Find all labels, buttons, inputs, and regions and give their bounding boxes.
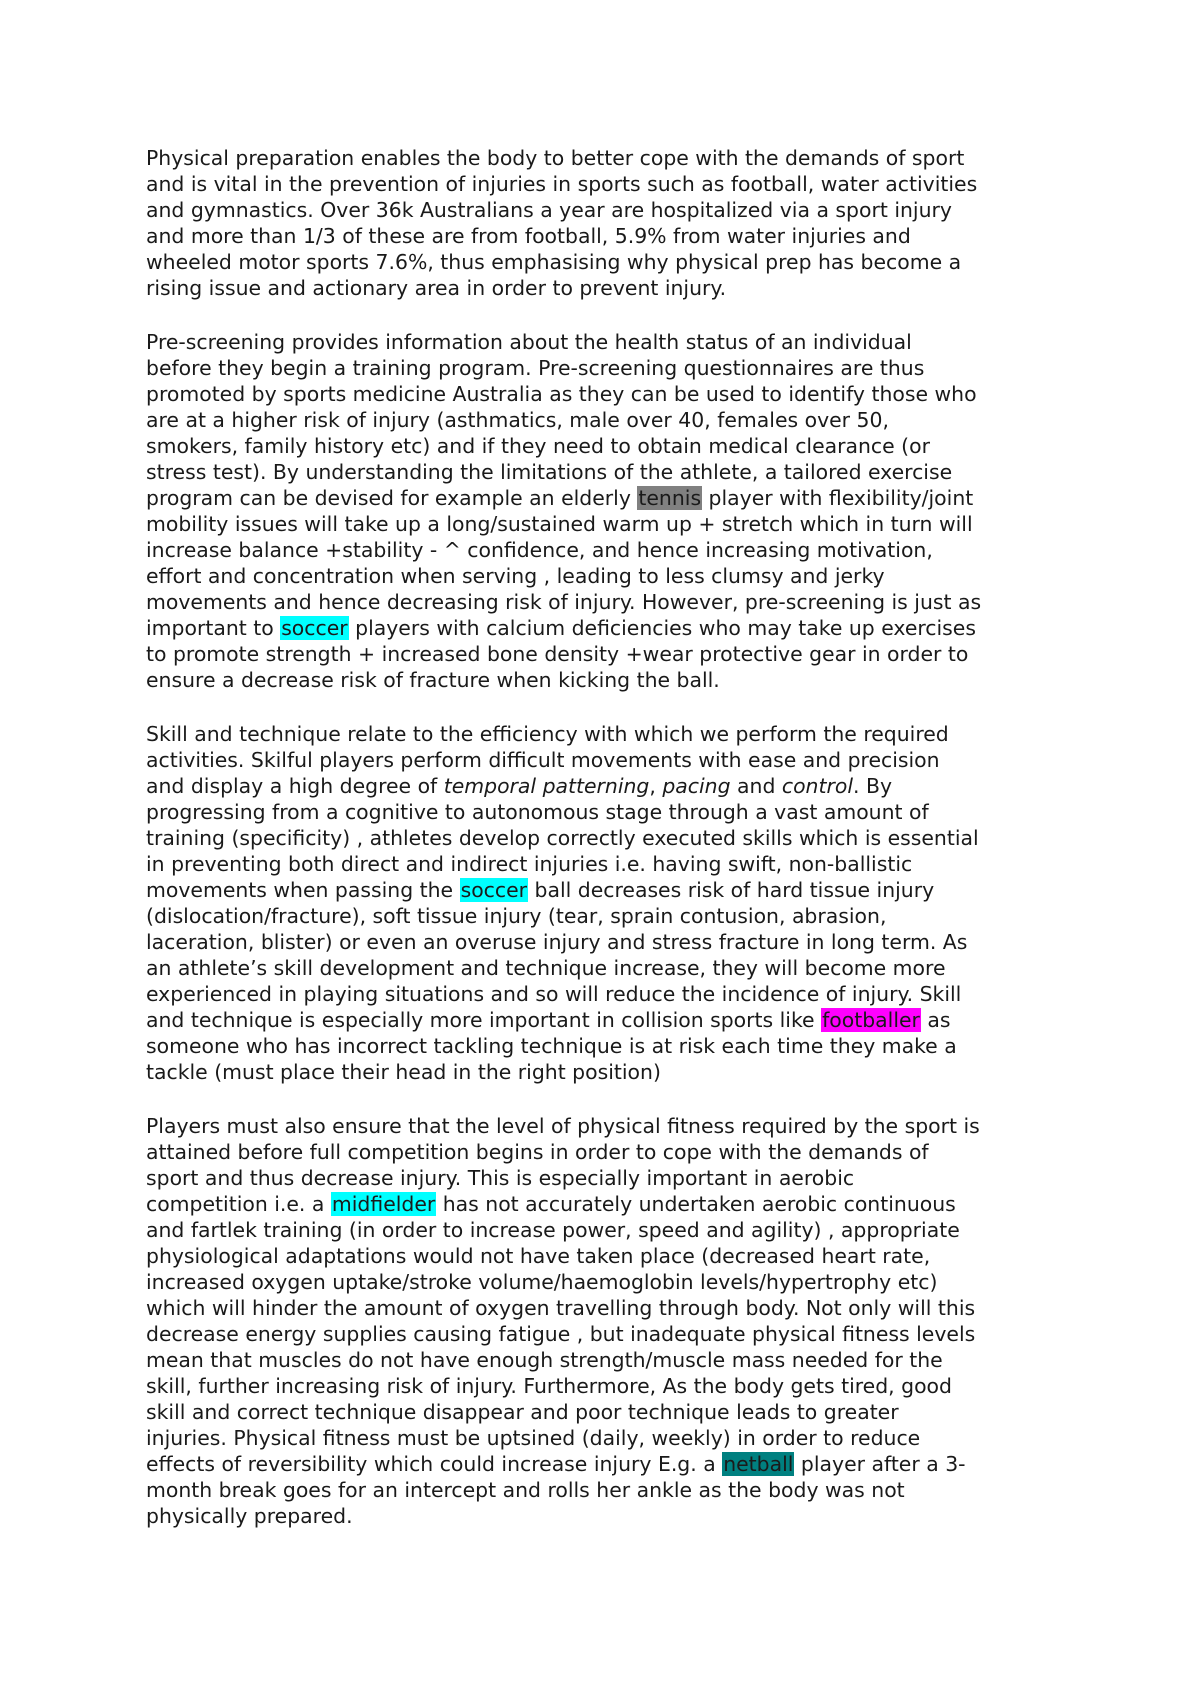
document-body [146,145,1076,1557]
highlighted-term: tennis [638,486,702,510]
text-line: increase balance +stability - ^ confidence, and hence increasing motivation, [146,538,933,562]
text-line: physiological adaptations would not have taken place (decreased heart rate, [146,1244,931,1268]
text-line: sport and thus decrease injury. This is especially important in aerobic [146,1166,855,1190]
text-segment: as [920,1008,951,1032]
text-line [146,485,1076,511]
text-line: Skill and technique relate to the efficiency with which we perform the required [146,722,949,746]
text-line: progressing from a cognitive to autonomous stage through a vast amount of [146,800,929,824]
text-line: and more than 1/3 of these are from football, 5.9% from water injuries and [146,224,911,248]
text-line [146,615,1076,641]
text-line: skill, further increasing risk of injury. Furthermore, As the body gets tired, good [146,1374,952,1398]
text-line: activities. Skilful players perform difficult movements with ease and precision [146,748,940,772]
text-line: someone who has incorrect tackling technique is at risk each time they make a [146,1034,957,1058]
text-line [146,1451,1076,1477]
text-line: laceration, blister) or even an overuse injury and stress fracture in long term. As [146,930,968,954]
italic-term: temporal patterning [443,774,650,798]
text-line: an athlete’s skill development and technique increase, they will become more [146,956,946,980]
text-line: decrease energy supplies causing fatigue , but inadequate physical fitness levels [146,1322,976,1346]
paragraph [146,329,1076,693]
text-segment: movements when passing the [146,878,460,902]
highlighted-term: midfielder [331,1192,436,1216]
text-segment: and technique is especially more important in collision sports like [146,1008,822,1032]
text-line: mean that muscles do not have enough strength/muscle mass needed for the [146,1348,943,1372]
text-line: smokers, family history etc) and if they need to obtain medical clearance (or [146,434,930,458]
text-line: wheeled motor sports 7.6%, thus emphasising why physical prep has become a [146,250,962,274]
text-line: attained before full competition begins in order to cope with the demands of [146,1140,929,1164]
italic-term: control [781,774,854,798]
text-line [146,773,1076,799]
text-line: stress test). By understanding the limitations of the athlete, a tailored exercise [146,460,953,484]
text-line: increased oxygen uptake/stroke volume/haemoglobin levels/hypertrophy etc) [146,1270,938,1294]
text-line: physically prepared. [146,1504,353,1528]
paragraph [146,145,1076,301]
highlighted-term: soccer [460,878,528,902]
text-segment: important to [146,616,281,640]
text-segment: program can be devised for example an elderly [146,486,638,510]
text-line [146,877,1076,903]
text-line: effort and concentration when serving , leading to less clumsy and jerky [146,564,885,588]
text-segment: players with calcium deficiencies who may take up exercises [348,616,976,640]
text-line: which will hinder the amount of oxygen travelling through body. Not only will this [146,1296,976,1320]
text-segment: player with flexibility/joint [702,486,974,510]
text-line: and is vital in the prevention of injuries in sports such as football, water activities [146,172,978,196]
text-line: Physical preparation enables the body to better cope with the demands of sport [146,146,965,170]
text-line: and fartlek training (in order to increase power, speed and agility) , appropriate [146,1218,960,1242]
text-line: promoted by sports medicine Australia as they can be used to identify those who [146,382,977,406]
text-line [146,1007,1076,1033]
text-line: experienced in playing situations and so will reduce the incidence of injury. Skill [146,982,962,1006]
text-line: skill and correct technique disappear and poor technique leads to greater [146,1400,899,1424]
text-line: month break goes for an intercept and rolls her ankle as the body was not [146,1478,905,1502]
text-line: injuries. Physical fitness must be uptsined (daily, weekly) in order to reduce [146,1426,921,1450]
text-segment: competition i.e. a [146,1192,331,1216]
text-segment: and display a high degree of [146,774,444,798]
highlighted-term: soccer [281,616,348,640]
text-line [146,1191,1076,1217]
text-segment: , [649,774,663,798]
text-line: Pre-screening provides information about the health status of an individual [146,330,912,354]
text-line: (dislocation/fracture), soft tissue injury (tear, sprain contusion, abrasion, [146,904,887,928]
text-line: movements and hence decreasing risk of injury. However, pre-screening is just as [146,590,982,614]
text-line: training (specificity) , athletes develop correctly executed skills which is essential [146,826,979,850]
paragraph [146,1113,1076,1529]
text-segment: and [730,774,782,798]
text-segment: has not accurately undertaken aerobic continuous [436,1192,956,1216]
text-line: before they begin a training program. Pre-screening questionnaires are thus [146,356,925,380]
text-line: to promote strength + increased bone density +wear protective gear in order to [146,642,969,666]
highlighted-term: netball [723,1452,794,1476]
paragraph [146,721,1076,1085]
text-line: are at a higher risk of injury (asthmatics, male over 40, females over 50, [146,408,889,432]
text-line: in preventing both direct and indirect injuries i.e. having swift, non-ballistic [146,852,913,876]
text-line: tackle (must place their head in the right position) [146,1060,661,1084]
text-line: Players must also ensure that the level of physical fitness required by the sport is [146,1114,980,1138]
text-segment: . By [853,774,893,798]
text-segment: ball decreases risk of hard tissue injury [528,878,935,902]
italic-term: pacing [662,774,731,798]
text-line: mobility issues will take up a long/sustained warm up + stretch which in turn will [146,512,973,536]
text-line: and gymnastics. Over 36k Australians a year are hospitalized via a sport injury [146,198,952,222]
text-segment: effects of reversibility which could increase injury E.g. a [146,1452,723,1476]
text-segment: player after a 3- [794,1452,966,1476]
text-line: rising issue and actionary area in order to prevent injury. [146,276,727,300]
highlighted-term: footballer [822,1008,920,1032]
text-line: ensure a decrease risk of fracture when kicking the ball. [146,668,720,692]
